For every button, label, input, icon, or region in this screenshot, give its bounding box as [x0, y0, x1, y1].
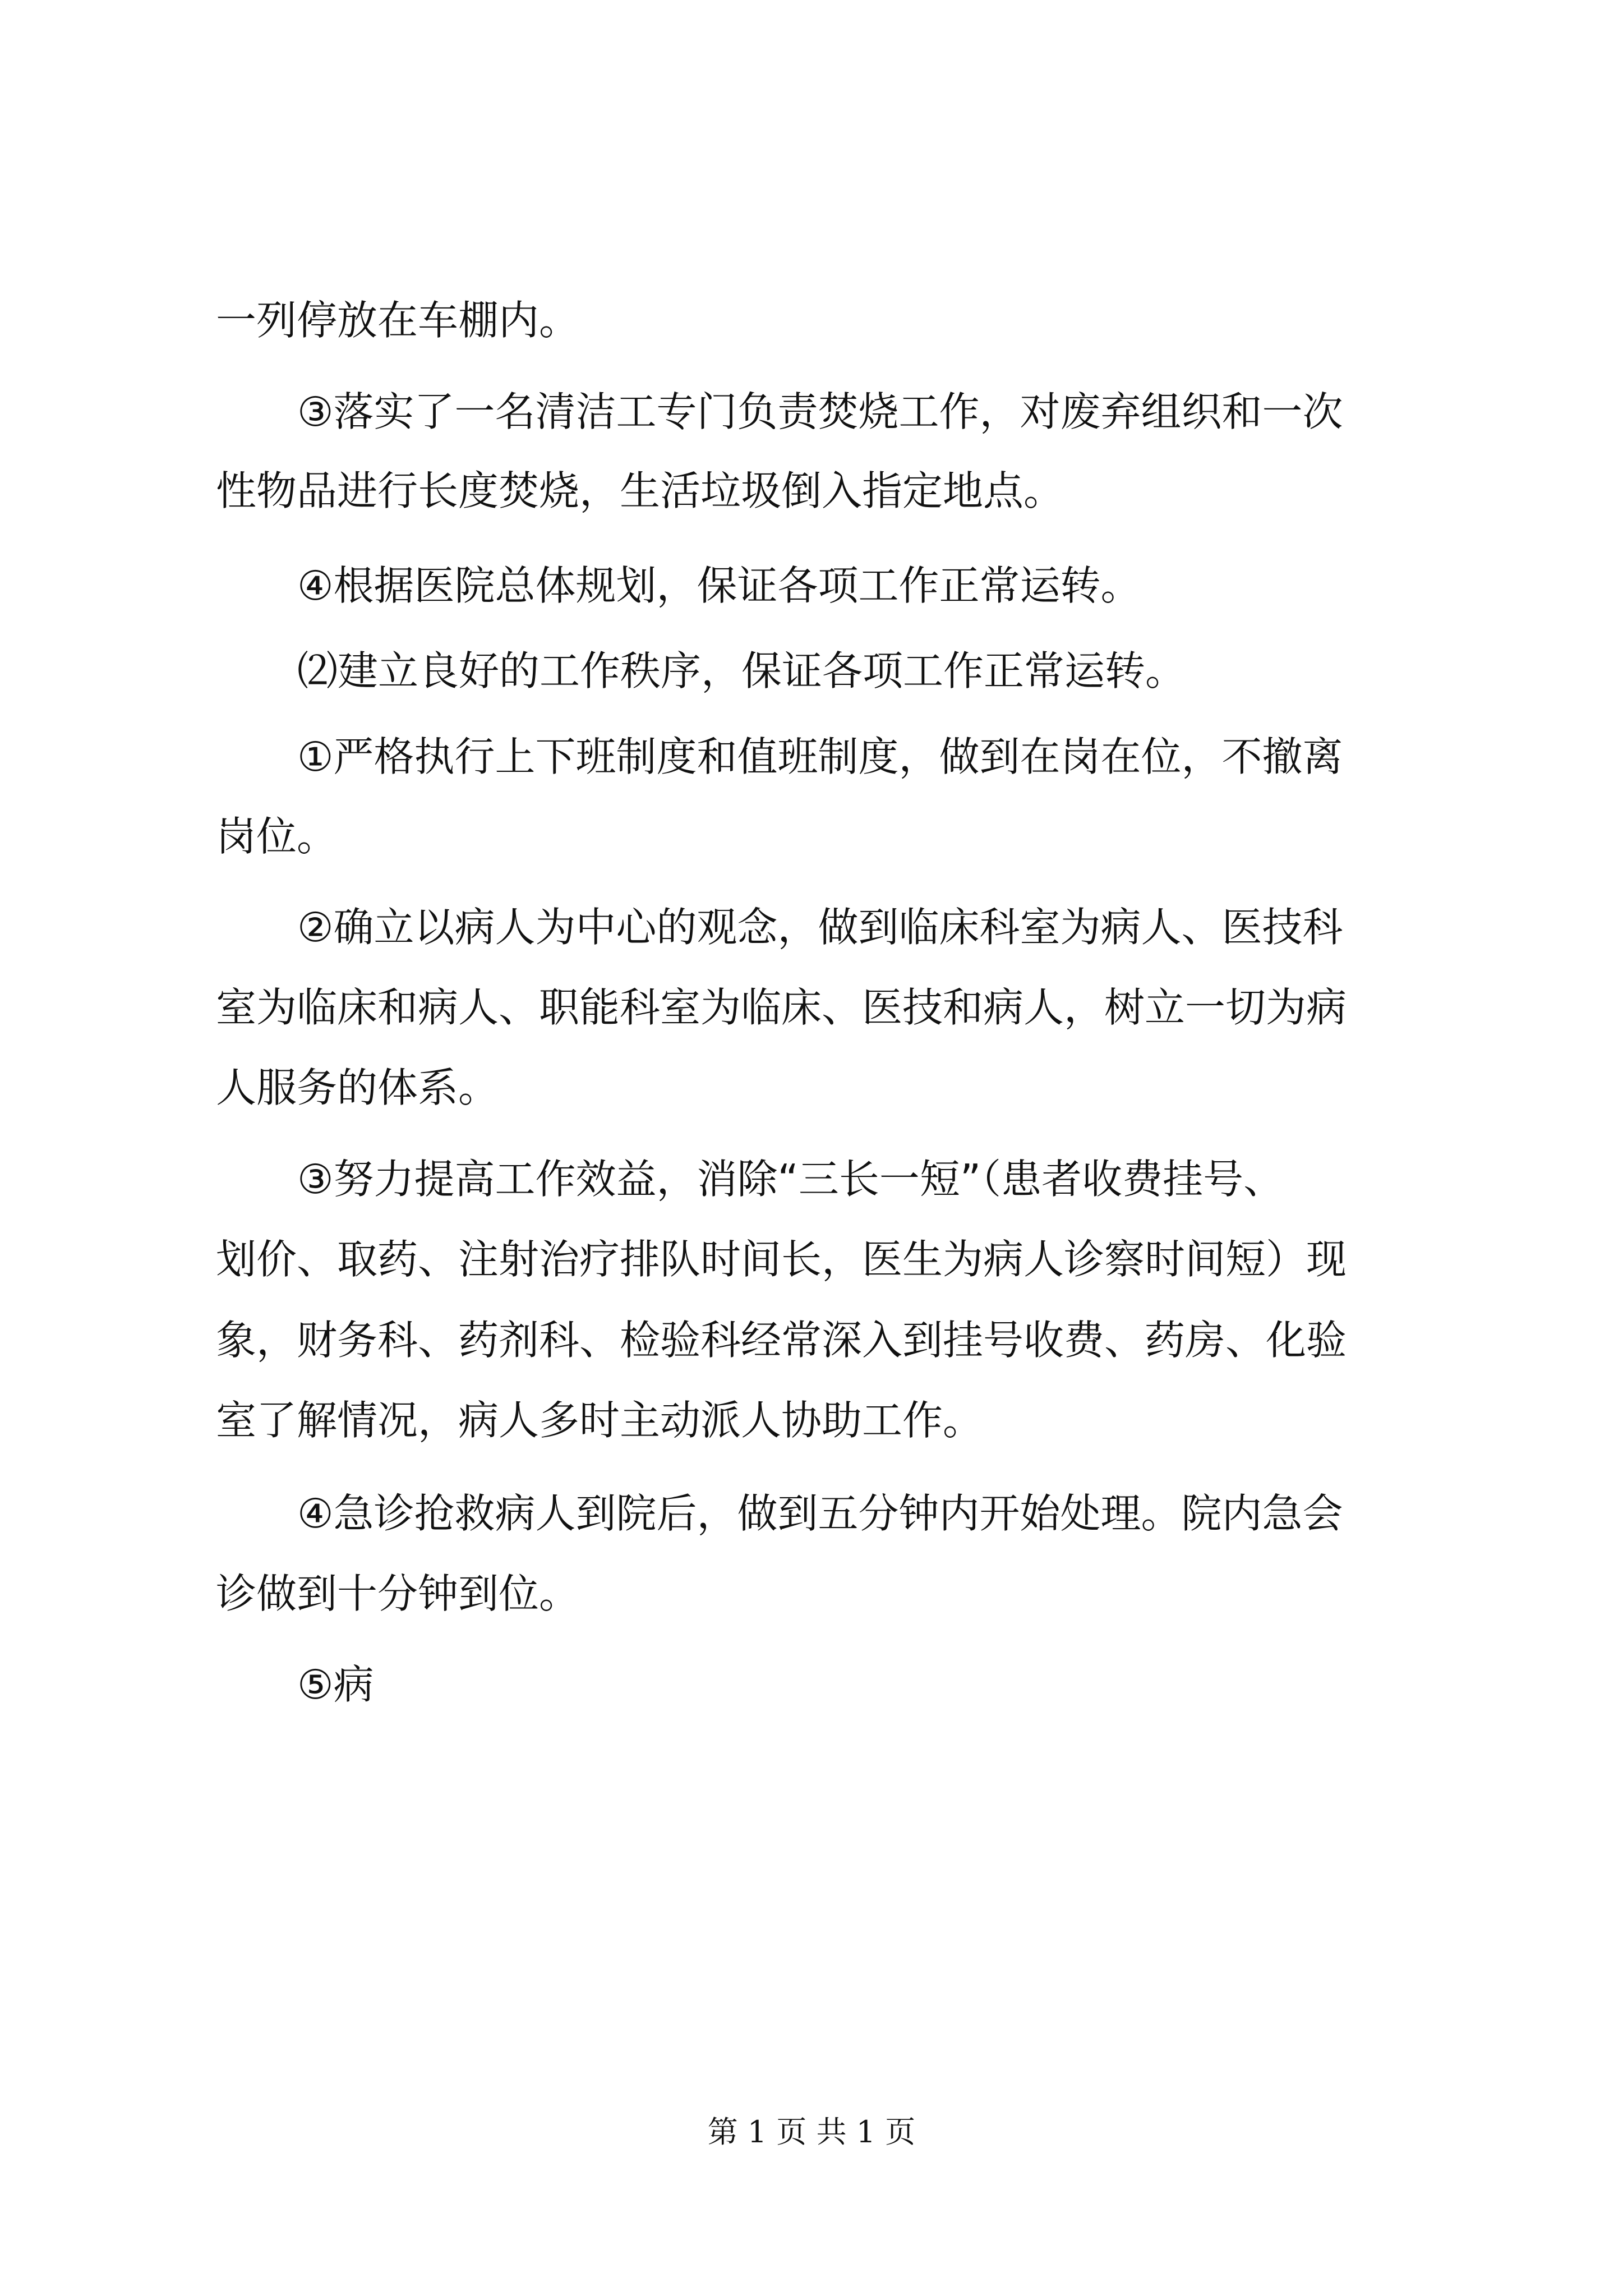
text-line-10: 人服务的体系。 — [216, 1064, 499, 1111]
text-line-7: 岗位。 — [216, 813, 338, 860]
text-line-8: ②确立以病人为中心的观念，做到临床科室为病人、医技科 — [297, 904, 1343, 951]
text-line-9: 室为临床和病人、职能科室为临床、医技和病人，树立一切为病 — [216, 984, 1347, 1031]
page-number-footer: 第 1 页 共 1 页 — [707, 2114, 916, 2150]
text-line-3: 性物品进行长度焚烧，生活垃圾倒入指定地点。 — [216, 467, 1064, 514]
text-line-12: 划价、取药、注射治疗排队时间长，医生为病人诊察时间短）现 — [216, 1236, 1347, 1283]
text-line-15: ④急诊抢救病人到院后，做到五分钟内开始处理。院内急会 — [297, 1490, 1343, 1537]
text-line-13: 象，财务科、药剂科、检验科经常深入到挂号收费、药房、化验 — [216, 1317, 1347, 1364]
text-line-4: ④根据医院总体规划，保证各项工作正常运转。 — [297, 562, 1141, 609]
text-line-1: 一列停放在车棚内。 — [216, 297, 580, 344]
text-line-6: ①严格执行上下班制度和值班制度，做到在岗在位，不撤离 — [297, 733, 1343, 780]
text-line-5: ⑵建立良好的工作秩序，保证各项工作正常运转。 — [297, 647, 1186, 694]
text-line-17: ⑤病 — [297, 1661, 374, 1708]
text-line-16: 诊做到十分钟到位。 — [216, 1570, 580, 1617]
text-line-11: ③努力提高工作效益，消除“三长一短”（患者收费挂号、 — [297, 1156, 1284, 1203]
text-line-2: ③落实了一名清洁工专门负责焚烧工作，对废弃组织和一次 — [297, 388, 1343, 435]
text-line-14: 室了解情况，病人多时主动派人协助工作。 — [216, 1397, 984, 1444]
